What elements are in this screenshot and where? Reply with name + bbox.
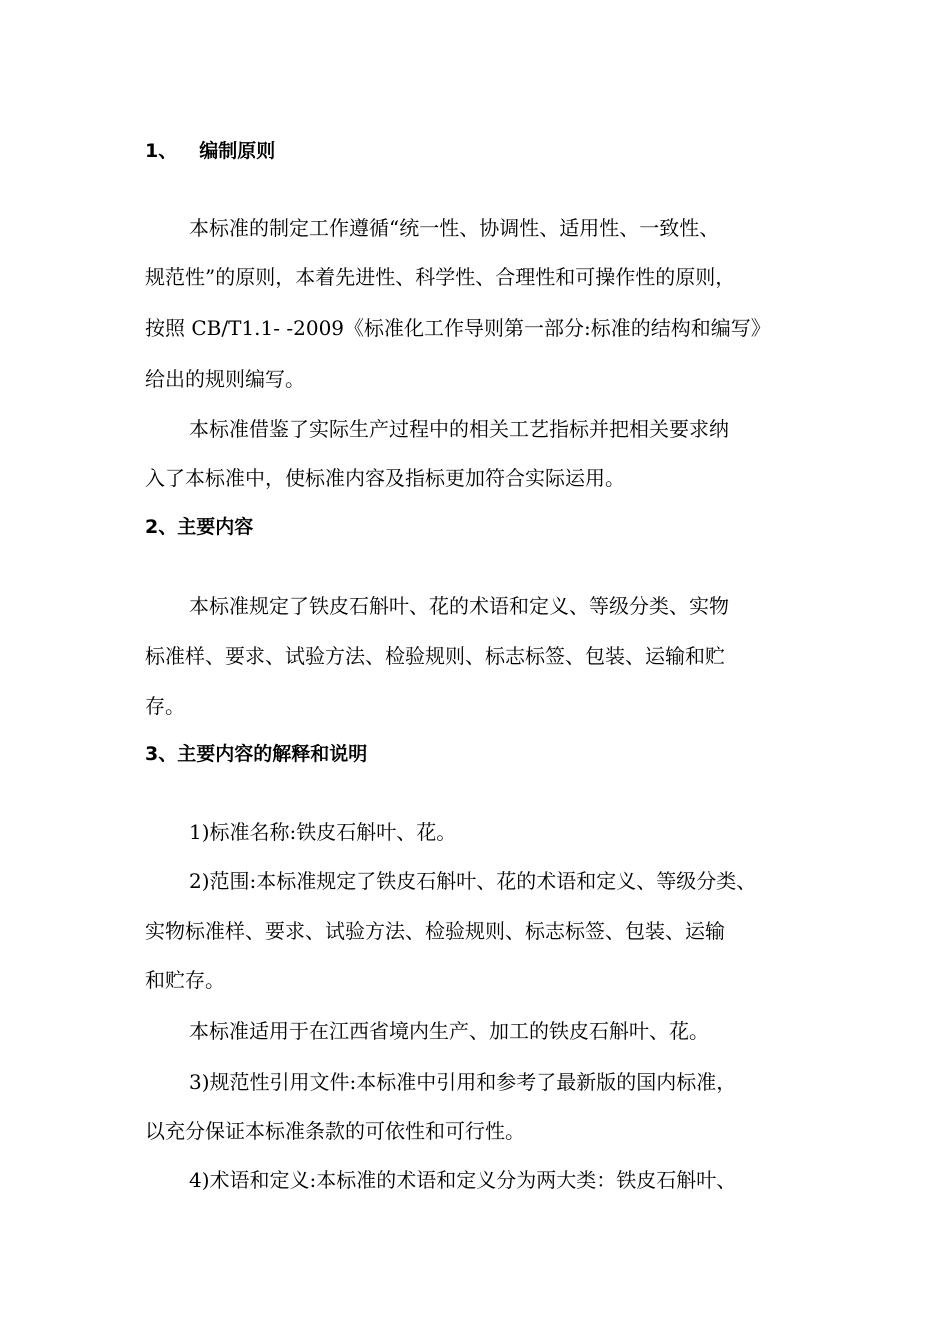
paragraph-line: 3)规范性引用文件:本标准中引用和参考了最新版的国内标准， [189, 1070, 737, 1094]
paragraph-line: 本标准适用于在江西省境内生产、加工的铁皮石斛叶、花。 [189, 1019, 709, 1043]
paragraph-line: 1)标准名称:铁皮石斛叶、花。 [189, 820, 457, 844]
paragraph-line: 4)术语和定义:本标准的术语和定义分为两大类：铁皮石斛叶、 [189, 1168, 737, 1192]
section-1-title: 编制原则 [199, 140, 276, 162]
paragraph-line: 以充分保证本标准条款的可依性和可行性。 [145, 1119, 525, 1143]
paragraph-line: 入了本标准中，使标准内容及指标更加符合实际运用。 [145, 466, 625, 490]
paragraph-line: 标准样、要求、试验方法、检验规则、标志标签、包装、运输和贮 [145, 644, 725, 668]
paragraph-line: 和贮存。 [145, 968, 225, 992]
paragraph-line: 2)范围:本标准规定了铁皮石斛叶、花的术语和定义、等级分类、 [189, 869, 757, 893]
paragraph-line: 给出的规则编写。 [145, 367, 305, 391]
section-1-number: 1、 [145, 140, 178, 162]
paragraph-line: 本标准规定了铁皮石斛叶、花的术语和定义、等级分类、实物 [189, 594, 729, 618]
paragraph-line: 实物标准样、要求、试验方法、检验规则、标志标签、包装、运输 [145, 919, 725, 943]
paragraph-line: 本标准借鉴了实际生产过程中的相关工艺指标并把相关要求纳 [189, 417, 729, 441]
paragraph-line: 存。 [145, 694, 185, 718]
section-2-heading: 2、主要内容 [145, 516, 254, 538]
section-1-heading [145, 139, 275, 163]
paragraph-line: 按照 CB/T1.1- -2009《标准化工作导则第一部分:标准的结构和编写》 [145, 316, 771, 340]
section-3-heading: 3、主要内容的解释和说明 [145, 743, 368, 765]
paragraph-line: 规范性”的原则，本着先进性、科学性、合理性和可操作性的原则， [145, 265, 736, 289]
paragraph-line: 本标准的制定工作遵循“统一性、协调性、适用性、一致性、 [189, 216, 720, 240]
